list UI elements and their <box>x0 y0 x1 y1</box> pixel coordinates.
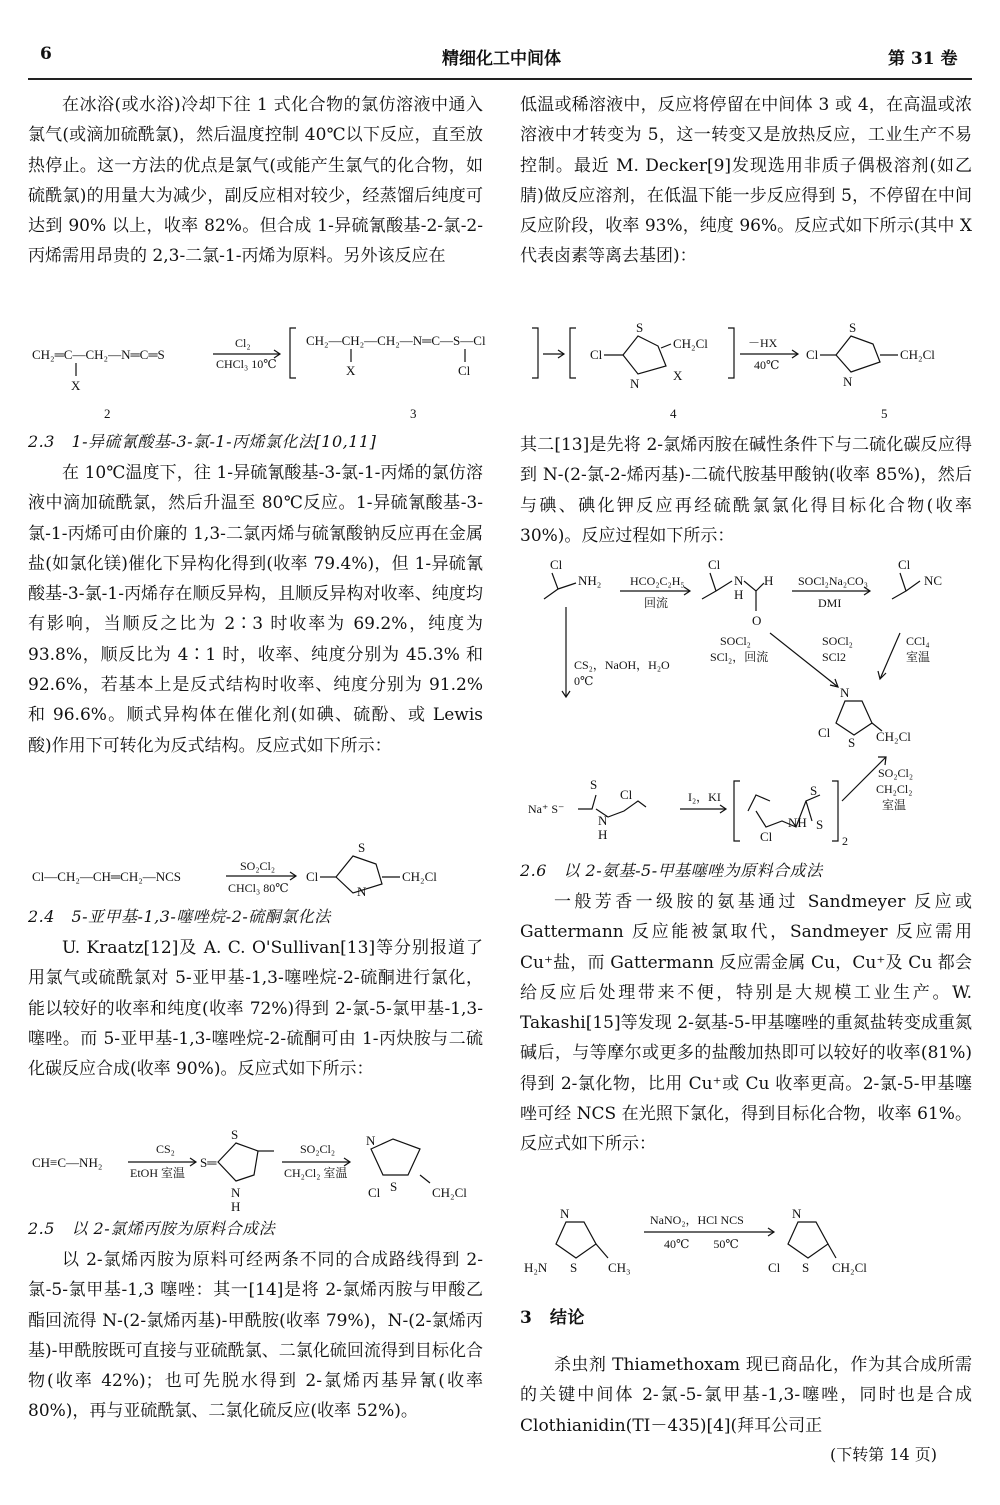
reaction-scheme-2-6 <box>520 1200 975 1284</box>
svg-text:H: H <box>764 573 774 588</box>
svg-text:N: N <box>734 573 744 588</box>
label-4: 4 <box>670 406 677 421</box>
svg-text:S: S <box>848 735 856 750</box>
svg-text:S: S <box>810 783 818 798</box>
scheme24-reagent2-top: SO₂Cl₂ <box>300 1142 336 1156</box>
svg-text:CH₂Cl: CH₂Cl <box>402 869 437 884</box>
scheme1-int3-cl: Cl <box>458 363 471 378</box>
continued-note: (下转第 14 页) <box>830 1445 938 1464</box>
right-paragraph-1 <box>520 90 972 272</box>
scheme1-reactant-x: X <box>71 378 81 393</box>
svg-text:CH₂Cl: CH₂Cl <box>432 1185 467 1200</box>
left-paragraph-2 <box>28 458 483 761</box>
scheme24-reagent1-top: CS₂ <box>156 1142 175 1156</box>
paragraph-text: U. Kraatz[12]及 A. C. O'Sullivan[13]等分别报道了用氯气或硫酰氯对 5-亚甲基-1,3-噻唑烷-2-硫酮进行氯化，能以较好的收率和纯度(收率 72%)得到 2-氯-5-氯甲基-1,3-噻唑。而 5-亚甲基-1,3-噻唑烷-2-硫酮可由 1-丙炔胺与二硫化碳反应合成(收率 90%)。反应式如下所示： <box>28 938 483 1080</box>
scheme25-r1-bottom: 回流 <box>644 596 669 610</box>
scheme25-r6b: 0℃ <box>574 674 594 688</box>
scheme25-r7: I₂，KI <box>688 790 721 804</box>
scheme23-reagent-bottom: CHCl₃ 80℃ <box>228 881 289 895</box>
scheme1-reagent-top: Cl₂ <box>235 336 251 350</box>
svg-text:H: H <box>598 827 608 842</box>
scheme25-r3-top: SOCl₂ <box>720 634 751 648</box>
section-2-6-title: 2.6 以 2-氨基-5-甲基噻唑为原料合成法 <box>520 861 823 880</box>
svg-text:S: S <box>636 320 644 335</box>
paragraph-text: 一般芳香一级胺的氨基通过 Sandmeyer 反应或 Gattermann 反应能被氯取代，Sandmeyer 反应需用 Cu⁺盐，而 Gattermann 反应需金属 Cu，Cu⁺及 Cu 都会给反应后处理带来不便，特别是大规模工业生产。W. Takashi[15]等发现 2-氨基-5-甲基噻唑的重氮盐转变成重氮碱后，与等摩尔或更多的盐酸加热即可以较好的收率(81%)得到 2-氯化物，比用 Cu⁺或 Cu 收率更高。2-氯-5-甲基噻唑可经 NCS 在光照下氯化，得到目标化合物，收率 61%。反应式如下所示： <box>520 892 972 1155</box>
svg-text:Cl: Cl <box>768 1260 781 1275</box>
reaction-scheme-2-3 <box>28 838 483 898</box>
svg-text:S: S <box>358 840 366 855</box>
svg-text:S: S <box>570 1260 578 1275</box>
scheme25-sub2: 2 <box>842 834 848 848</box>
scheme23-reactant: Cl—CH₂—CH═CH₂—NCS <box>32 869 182 884</box>
scheme25-r6: CS₂，NaOH，H₂O <box>574 658 670 672</box>
svg-text:N: N <box>357 884 367 898</box>
paragraph-text: 其二[13]是先将 2-氯烯丙胺在碱性条件下与二硫化碳反应得到 N-(2-氯-2-烯丙基)-二硫代胺基甲酸钠(收率 85%)，然后与碘、碘化钾反应再经硫酰氯氯化得目标化合物(收率 30%)。反应过程如下所示： <box>520 435 972 546</box>
section-2-4-title: 2.4 5-亚甲基-1,3-噻唑烷-2-硫酮氯化法 <box>28 907 331 926</box>
scheme26-reagent-top: NaNO₂，HCl NCS <box>650 1213 744 1227</box>
svg-text:H: H <box>734 587 744 602</box>
scheme1-reagent2-top: －HX <box>748 336 778 350</box>
svg-text:S: S <box>816 817 824 832</box>
reaction-scheme-1 <box>28 318 978 426</box>
scheme1-reagent2-bottom: 40℃ <box>754 358 780 372</box>
scheme25-salt: Na⁺ S⁻ <box>528 802 565 816</box>
svg-text:N: N <box>560 1206 570 1221</box>
svg-text:S: S <box>390 1179 398 1194</box>
scheme25-r1-top: HCO₂C₂H₅ <box>630 574 685 588</box>
scheme24-reagent2-bottom: CH₂Cl₂ 室温 <box>284 1166 348 1180</box>
scheme25-r2-bottom: DMI <box>818 596 842 610</box>
right-paragraph-4 <box>520 1350 972 1441</box>
scheme26-reagent-bottom: 40℃ 50℃ <box>664 1237 739 1251</box>
scheme24-reactant: CH≡C—NH₂ <box>32 1155 103 1170</box>
svg-text:Cl: Cl <box>550 557 563 572</box>
svg-text:CH₂Cl: CH₂Cl <box>673 336 708 351</box>
scheme1-intermediate-3: CH₂—CH₂—CH₂—N═C—S—Cl <box>306 333 486 348</box>
svg-text:N: N <box>231 1185 241 1200</box>
svg-text:N: N <box>630 376 640 391</box>
scheme25-r4-top: SOCl₂ <box>822 634 853 648</box>
section-2-3-title: 2.3 1-异硫氰酸基-3-氯-1-丙烯氯化法[10,11] <box>28 432 377 451</box>
reaction-scheme-2-5 <box>520 555 975 850</box>
left-paragraph-3 <box>28 933 483 1084</box>
scheme25-r8-3: 室温 <box>882 798 907 812</box>
label-3: 3 <box>410 406 417 421</box>
svg-text:Cl: Cl <box>806 347 819 362</box>
scheme1-reactant: CH₂═C—CH₂—N═C═S <box>32 347 165 362</box>
paragraph-text: 在 10℃温度下，往 1-异硫氰酸基-3-氯-1-丙烯的氯仿溶液中滴加硫酰氯，然后升温至 80℃反应。1-异硫氰酸基-3-氯-1-丙烯可由价廉的 1,3-二氯丙烯与硫氰酸钠反应再在金属盐(如氯化镁)催化下异构化得到(收率 79.4%)，但 1-异硫氰酸基-3-氯-1-丙烯存在顺反异构，且顺反异构对收率、纯度均有影响，当顺反之比为 2∶3 时收率为 69.2%，纯度为 93.8%，顺反比为 4∶1 时，收率、纯度分别为 45.3% 和 92.6%，若基本上是反式结构时收率、纯度分别为 91.2% 和 96.6%。顺式异构体在催化剂(如碘、硫酚、或 Lewis 酸)作用下可转化为反式结构。反应式如下所示： <box>28 463 483 756</box>
header-rule <box>28 78 972 80</box>
svg-text:NH₂: NH₂ <box>578 573 602 588</box>
paragraph-text: 低温或稀溶液中，反应将停留在中间体 3 或 4，在高温或浓溶液中才转变为 5，这一转变又是放热反应，工业生产不易控制。最近 M. Decker[9]发现选用非质子偶极溶剂(如乙腈)做反应溶剂，在低温下能一步反应得到 5，不停留在中间反应阶段，收率 93%，纯度 96%。反应式如下所示(其中 X 代表卤素等离去基团)： <box>520 95 972 267</box>
paragraph-text: 以 2-氯烯丙胺为原料可经两条不同的合成路线得到 2-氯-5-氯甲基-1,3 噻唑：其一[14]是将 2-氯烯丙胺与甲酸乙酯回流得 N-(2-氯烯丙基)-甲酰胺(收率 79%)，N-(2-氯烯丙基)-甲酰胺既可直接与亚硫酰氯、二氯化硫回流得到目标化合物(收率 42%)；也可先脱水得到 2-氯烯丙基异氰(收率 80%)，再与亚硫酰氯、二氯化硫反应(收率 52%)。 <box>28 1250 483 1422</box>
scheme25-r8-1: SO₂Cl₂ <box>878 766 914 780</box>
svg-text:Cl: Cl <box>620 787 633 802</box>
svg-text:NC: NC <box>924 573 943 588</box>
svg-text:N: N <box>843 374 853 389</box>
svg-text:Cl: Cl <box>306 869 319 884</box>
svg-text:N: N <box>598 813 608 828</box>
scheme1-int3-x: X <box>346 363 356 378</box>
svg-text:S: S <box>590 777 598 792</box>
page-number: 6 <box>40 44 52 64</box>
scheme25-r4-bottom: SCl2 <box>822 650 847 664</box>
svg-text:X: X <box>673 368 683 383</box>
journal-title: 精细化工中间体 <box>442 49 561 69</box>
scheme25-r8-2: CH₂Cl₂ <box>876 782 913 796</box>
left-paragraph-4 <box>28 1245 483 1427</box>
svg-text:S: S <box>802 1260 810 1275</box>
scheme1-reagent-bottom: CHCl₃ 10℃ <box>216 357 277 371</box>
svg-text:N: N <box>792 1206 802 1221</box>
svg-text:CH₂Cl: CH₂Cl <box>900 347 935 362</box>
svg-text:S═: S═ <box>200 1155 217 1170</box>
svg-text:CH₂Cl: CH₂Cl <box>832 1260 867 1275</box>
scheme24-reagent1-bottom: EtOH 室温 <box>130 1166 185 1180</box>
label-5: 5 <box>881 406 888 421</box>
svg-text:O: O <box>752 613 762 628</box>
scheme25-r5-bottom: 室温 <box>906 650 931 664</box>
label-2: 2 <box>104 406 111 421</box>
svg-text:Cl: Cl <box>708 557 721 572</box>
scheme25-r5-top: CCl₄ <box>906 634 930 648</box>
svg-text:CH₂Cl: CH₂Cl <box>876 729 911 744</box>
svg-text:Cl: Cl <box>590 347 603 362</box>
svg-text:S: S <box>231 1127 239 1142</box>
svg-text:Cl: Cl <box>898 557 911 572</box>
svg-text:N: N <box>366 1133 376 1148</box>
svg-text:H: H <box>231 1199 241 1213</box>
right-paragraph-2 <box>520 430 972 551</box>
scheme25-r2-top: SOCl₂Na₂CO₃ <box>798 574 868 588</box>
right-paragraph-3 <box>520 887 972 1160</box>
paragraph-text: 杀虫剂 Thiamethoxam 现已商品化，作为其合成所需的关键中间体 2-氯-5-氯甲基-1,3-噻唑，同时也是合成Clothianidin(TI－435)[4](拜耳公司正 <box>520 1355 972 1436</box>
paragraph-text: 在冰浴(或水浴)冷却下往 1 式化合物的氯仿溶液中通入氯气(或滴加硫酰氯)，然后温度控制 40℃以下反应，直至放热停止。这一方法的优点是氯气(或能产生氯气的化合物，如硫酰氯)的用量大为减少，副反应相对较少，经蒸馏后纯度可达到 90% 以上，收率 82%。但合成 1-异硫氰酸基-2-氯-2-丙烯需用昂贵的 2,3-二氯-1-丙烯为原料。另外该反应在 <box>28 95 483 267</box>
svg-text:NH: NH <box>788 815 807 830</box>
svg-text:CH₃: CH₃ <box>608 1260 631 1275</box>
left-paragraph-1 <box>28 90 483 272</box>
section-2-5-title: 2.5 以 2-氯烯丙胺为原料合成法 <box>28 1219 276 1238</box>
svg-text:Cl: Cl <box>760 829 773 844</box>
reaction-scheme-2-4 <box>28 1125 483 1213</box>
svg-text:S: S <box>849 320 857 335</box>
svg-text:Cl: Cl <box>818 725 831 740</box>
svg-text:Cl: Cl <box>368 1185 381 1200</box>
svg-text:H₂N: H₂N <box>524 1260 548 1275</box>
section-3-title: 3 结论 <box>520 1308 585 1328</box>
scheme23-reagent-top: SO₂Cl₂ <box>240 859 276 873</box>
volume-label: 第 31 卷 <box>888 49 958 69</box>
svg-text:N: N <box>840 685 850 700</box>
scheme25-r3-bottom: SCl₂，回流 <box>710 650 769 664</box>
